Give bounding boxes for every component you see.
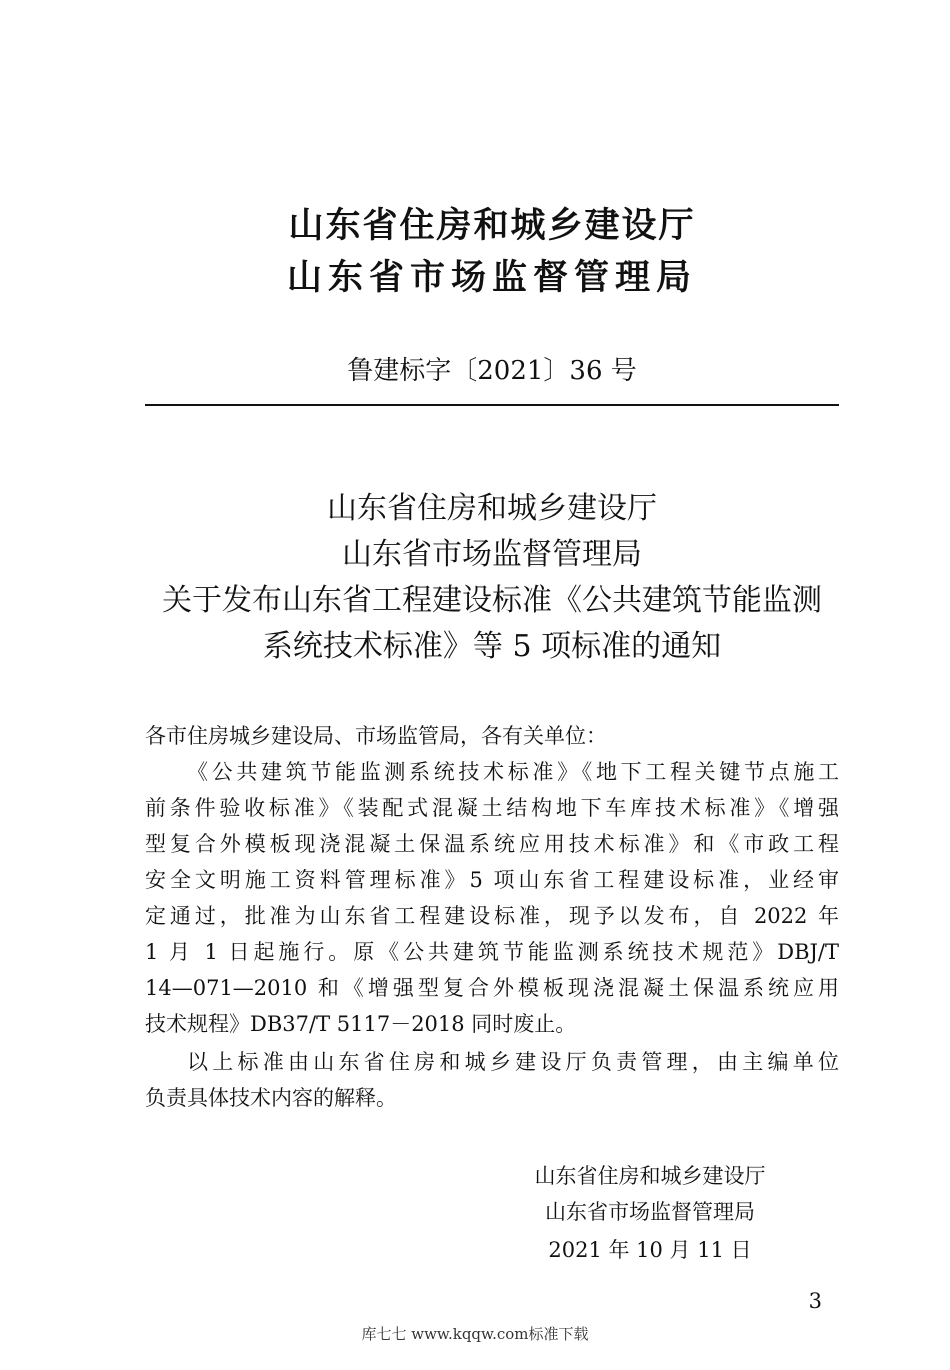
header-divider (145, 404, 839, 406)
signature-org-1: 山东省住房和城乡建设厅 (534, 1164, 766, 1188)
paragraph-line: 定通过，批准为山东省工程建设标准，现予以发布，自 2022 年 (145, 904, 839, 928)
title-line-3: 关于发布山东省工程建设标准《公共建筑节能监测 (162, 583, 822, 618)
paragraph-line: 技术规程》DB37/T 5117－2018 同时废止。 (145, 1012, 577, 1036)
watermark: 库七七 www.kqqw.com标准下载 (361, 1325, 589, 1343)
title-line-1: 山东省住房和城乡建设厅 (327, 491, 657, 526)
signature-date: 2021 年 10 月 11 日 (548, 1238, 752, 1262)
title-line-4: 系统技术标准》等 5 项标准的通知 (262, 629, 722, 664)
issuer-line-1: 山东省住房和城乡建设厅 (288, 206, 696, 246)
paragraph-line: 型复合外模板现浇混凝土保温系统应用技术标准》和《市政工程 (145, 832, 839, 856)
signature-org-2: 山东省市场监督管理局 (545, 1200, 755, 1224)
paragraph-line: 前条件验收标准》《装配式混凝土结构地下车库技术标准》《增强 (145, 796, 839, 820)
title-line-2: 山东省市场监督管理局 (342, 537, 642, 572)
paragraph-line: 《公共建筑节能监测系统技术标准》《地下工程关键节点施工 (187, 760, 839, 784)
document-number: 鲁建标字〔2021〕36 号 (347, 356, 637, 386)
paragraph-line: 14—071—2010 和《增强型复合外模板现浇混凝土保温系统应用 (145, 976, 839, 1000)
paragraph-line: 1 月 1 日起施行。原《公共建筑节能监测系统技术规范》DBJ/T (145, 940, 839, 964)
salutation: 各市住房城乡建设局、市场监管局，各有关单位： (145, 724, 607, 748)
paragraph-line: 负责具体技术内容的解释。 (145, 1086, 397, 1110)
page-number: 3 (808, 1289, 822, 1313)
paragraph-line: 以上标准由山东省住房和城乡建设厅负责管理，由主编单位 (187, 1050, 839, 1074)
issuer-line-2: 山东省市场监督管理局 (286, 258, 697, 298)
paragraph-line: 安全文明施工资料管理标准》5 项山东省工程建设标准，业经审 (145, 868, 839, 892)
